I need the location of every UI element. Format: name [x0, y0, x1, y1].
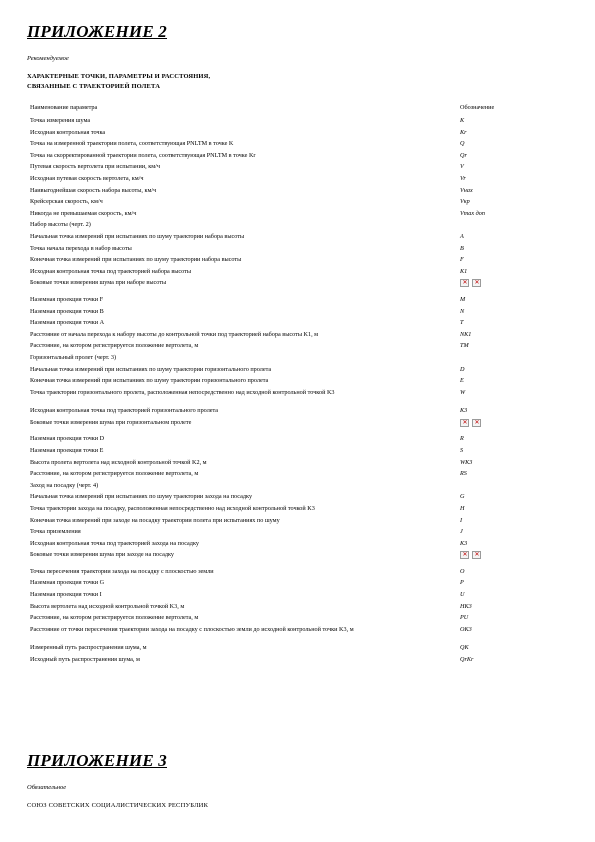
parameter-code: N — [460, 307, 465, 315]
parameter-code: HK3 — [460, 602, 472, 610]
parameter-name: Высота пролета вертолета над исходной контрольной точкой K2, м — [30, 458, 207, 466]
parameter-name: Расстояние, на котором регистрируется положение вертолета, м — [30, 470, 199, 478]
parameter-name: Исходный путь распространения шума, м — [30, 655, 140, 663]
parameter-code: R — [460, 435, 464, 443]
parameter-name: Расстояние, на котором регистрируется положение вертолета, м — [30, 342, 199, 350]
appendix-2-title — [27, 72, 210, 92]
parameter-name: Наземная проекция точки F — [30, 295, 104, 303]
parameter-name: Путевая скорость вертолета при испытании, км/ч — [30, 163, 160, 171]
broken-image-icon — [460, 279, 469, 287]
parameter-name: Наземная проекция точки B — [30, 307, 104, 315]
parameter-name: Начальная точка измерений при испытаниях по шуму траектории захода на посадку — [30, 493, 253, 501]
parameter-name: Наземная проекция точки D — [30, 435, 105, 443]
parameter-code: A — [460, 233, 464, 240]
parameter-name: Точка на измеренной траектории полета, соответствующая PNLTM в точке K — [30, 140, 234, 148]
parameter-code: Vнаx — [460, 186, 473, 194]
appendix-3-heading: ПРИЛОЖЕНИЕ 3 — [27, 751, 168, 770]
parameter-code: K1 — [460, 267, 468, 275]
parameter-name: Начальная точка измерений при испытаниях по шуму траектории набора высоты — [30, 233, 245, 240]
parameter-name: Наземная проекция точки A — [30, 319, 105, 327]
parameter-name: Точка измерения шума — [30, 117, 91, 124]
parameter-name: Боковые точки измерения шума при заходе на посадку — [30, 551, 175, 559]
appendix-2-status: Рекомендуемое — [27, 55, 69, 62]
parameter-name: Начальная точка измерений при испытаниях по шуму траектории горизонтального пролета — [30, 365, 272, 373]
parameter-code: V — [460, 163, 464, 171]
parameter-name: Измеренный путь распространения шума, м — [30, 644, 147, 652]
parameter-code: WK3 — [460, 458, 473, 466]
column-header-code: Обозначение — [460, 104, 495, 111]
parameter-name: Точка траектории горизонтального пролета, расположенная непосредственно над исходной контрольной точкой K3 — [30, 388, 335, 396]
parameter-name: Конечная точка измерений при испытаниях по шуму траектории горизонтального пролета — [30, 377, 269, 385]
parameter-name: Исходная контрольная точка под траекторией захода на посадку — [30, 539, 199, 547]
title-line-2: СВЯЗАННЫЕ С ТРАЕКТОРИЕЙ ПОЛЕТА — [27, 83, 161, 90]
parameter-code: H — [460, 504, 465, 512]
parameter-code — [460, 551, 484, 559]
parameter-name: Конечная точка измерений при заходе на посадку траектории полета при испытаниях по шуму — [30, 516, 280, 524]
parameter-code: K — [460, 117, 465, 124]
parameter-name: Исходная контрольная точка под траекторией горизонтального пролета — [30, 407, 219, 415]
appendix-2-heading: ПРИЛОЖЕНИЕ 2 — [27, 22, 168, 41]
broken-image-icon — [460, 551, 469, 559]
parameter-name: Исходная контрольная точка под траекторией набора высоты — [30, 267, 192, 275]
parameter-code: G — [460, 493, 465, 501]
parameter-code: Vr — [460, 175, 466, 182]
parameter-code — [460, 279, 484, 287]
parameter-code: QrKr — [460, 655, 474, 663]
parameter-code: I — [460, 516, 463, 524]
parameter-name: Исходная контрольная точка — [30, 128, 106, 136]
parameter-code: O — [460, 567, 465, 575]
parameter-name: Точка траектории захода на посадку, расположенная непосредственно над исходной контрольной точкой K3 — [30, 504, 315, 512]
parameter-name: Набор высоты (черт. 2) — [30, 221, 91, 229]
parameter-code: RS — [460, 470, 467, 478]
parameter-code: F — [460, 256, 464, 264]
parameter-code: PU — [460, 614, 469, 622]
parameter-code: OK3 — [460, 625, 472, 633]
parameter-name: Исходная путевая скорость вертолета, км/ч — [30, 175, 144, 182]
appendix-3-status: Обязательное — [27, 784, 67, 791]
parameter-name: Высота вертолета над исходной контрольной точкой K3, м — [30, 602, 185, 610]
parameter-code: P — [460, 579, 464, 587]
parameter-name: Точка на скорректированной траектории полета, соответствующая PNLTM в точке Kr — [30, 151, 256, 159]
parameter-code: TM — [460, 342, 469, 350]
parameter-name: Горизонтальный пролет (черт. 3) — [30, 353, 117, 361]
broken-image-icon — [472, 551, 481, 559]
parameter-code: QK — [460, 644, 469, 652]
parameter-name: Точка приземления — [30, 528, 81, 536]
title-line-1: ХАРАКТЕРНЫЕ ТОЧКИ, ПАРАМЕТРЫ И РАССТОЯНИЯ, — [27, 73, 211, 80]
parameter-name: Точка пересечения траектории захода на посадку с плоскостью земли — [30, 567, 214, 575]
parameter-name: Расстояние, на котором регистрируется положение вертолета, м — [30, 614, 199, 622]
broken-image-icon — [472, 279, 481, 287]
parameter-code — [460, 419, 484, 427]
parameter-code: Qr — [460, 151, 467, 159]
parameter-name: Боковые точки измерения шума при наборе высоты — [30, 279, 167, 287]
parameter-code: U — [460, 591, 465, 598]
parameter-name: Наземная проекция точки I — [30, 591, 102, 598]
broken-image-icon — [460, 419, 469, 427]
parameter-code: J — [460, 528, 463, 536]
parameter-name: Наземная проекция точки E — [30, 446, 104, 454]
parameter-name: Боковые точки измерения шума при горизонтальном пролете — [30, 418, 192, 426]
parameter-code: Vmax доп — [460, 209, 485, 217]
organization-name: СОЮЗ СОВЕТСКИХ СОЦИАЛИСТИЧЕСКИХ РЕСПУБЛИК — [27, 802, 209, 809]
parameter-code: D — [460, 365, 465, 373]
parameter-name: Никогда не превышаемая скорость, км/ч — [30, 209, 137, 217]
parameter-code: K3 — [460, 407, 468, 415]
parameter-name: Заход на посадку (черт. 4) — [30, 481, 99, 489]
parameter-code: E — [460, 377, 464, 385]
parameter-code: S — [460, 446, 464, 454]
parameter-code: Vкр — [460, 198, 470, 206]
parameter-code: W — [460, 388, 466, 396]
parameter-code: K3 — [460, 539, 468, 547]
parameter-name: Расстояние от начала перехода к набору высоты до контрольной точки под траекторией набора высоты K1, м — [30, 330, 319, 338]
column-header-name: Наименование параметра — [30, 104, 98, 111]
parameter-name: Конечная точка измерений при испытаниях по шуму траектории набора высоты — [30, 256, 242, 264]
parameter-name: Крейсерская скорость, км/ч — [30, 198, 103, 206]
parameter-code: Q — [460, 140, 465, 148]
broken-image-icon — [472, 419, 481, 427]
parameter-name: Точка начала перехода в набор высоты — [30, 244, 132, 252]
parameter-name: Расстояние от точки пересечения траектории захода на посадку с плоскостью земли до исходной контрольной точки K3, м — [30, 625, 354, 633]
parameter-code: M — [460, 295, 466, 303]
parameter-code: B — [460, 244, 464, 252]
parameter-code: Kr — [460, 128, 467, 136]
parameter-name: Наземная проекция точки G — [30, 579, 105, 587]
parameter-code: NK1 — [460, 330, 472, 338]
parameter-name: Наивыгоднейшая скорость набора высоты, км/ч — [30, 186, 157, 194]
parameter-code: T — [460, 319, 464, 327]
